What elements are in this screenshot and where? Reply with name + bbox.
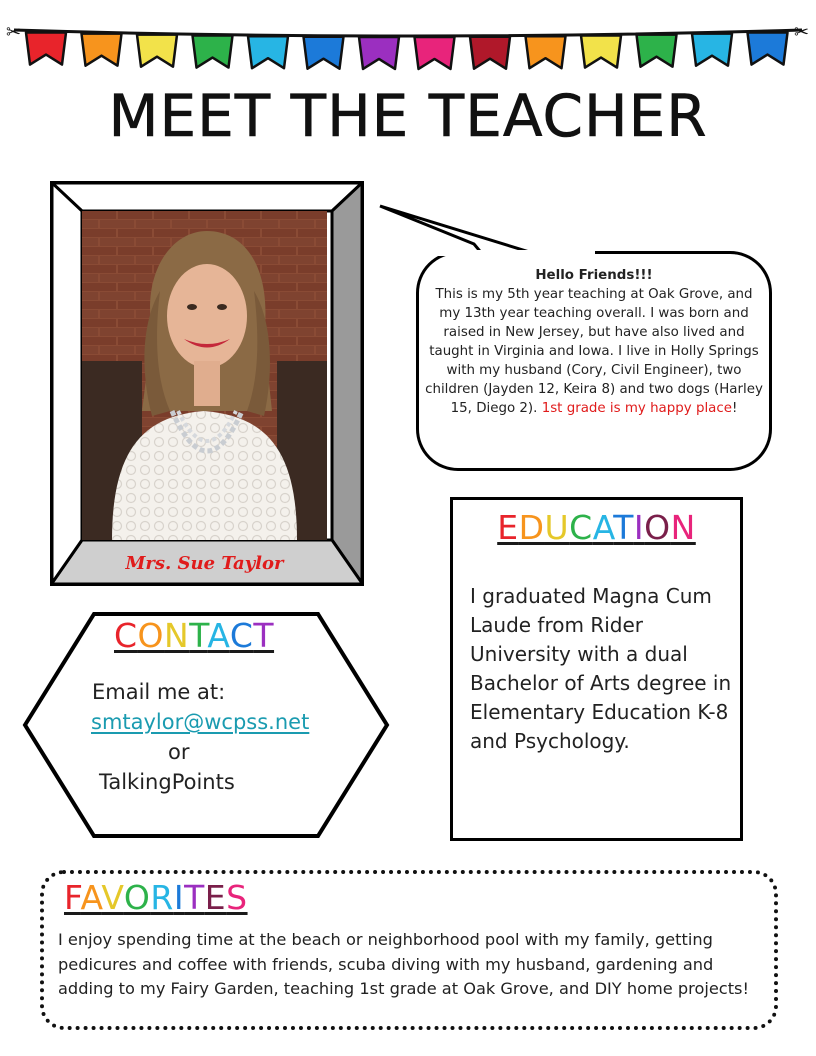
heading-letter: I — [633, 508, 645, 547]
heading-letter: I — [173, 878, 185, 917]
greeting: Hello Friends!!! — [535, 268, 653, 283]
heading-letter: C — [569, 508, 593, 547]
bunting-flag — [359, 37, 399, 69]
heading-letter: R — [150, 878, 174, 917]
bunting-flag — [415, 37, 455, 69]
contact-talkingpoints: TalkingPoints — [99, 770, 235, 794]
heading-letter: N — [670, 508, 696, 547]
heading-letter: E — [497, 508, 519, 547]
portrait-image — [82, 211, 327, 540]
heading-letter: O — [644, 508, 671, 547]
bunting-flag — [193, 36, 233, 68]
heading-letter: E — [204, 878, 227, 917]
bunting-rope — [14, 30, 802, 36]
bubble-tail-join — [435, 250, 595, 258]
heading-letter: T — [184, 878, 205, 917]
bunting-flag — [637, 35, 677, 67]
bio-end: ! — [731, 401, 738, 416]
heading-letter: V — [101, 878, 124, 917]
education-box — [450, 497, 743, 841]
bunting-flag — [26, 33, 66, 65]
heading-letter: N — [164, 616, 190, 655]
contact-title — [114, 616, 274, 655]
rope-knot-icon: ✂ — [6, 22, 22, 43]
heading-letter: T — [189, 616, 208, 655]
bunting-banner — [0, 0, 816, 80]
education-title — [453, 508, 740, 547]
favorites-title — [64, 878, 248, 917]
heading-letter: O — [123, 878, 151, 917]
bunting-flag — [304, 37, 344, 69]
bunting-flag — [526, 36, 566, 68]
heading-letter: A — [592, 508, 614, 547]
heading-letter: T — [253, 616, 275, 655]
bunting-flag — [692, 34, 732, 66]
teacher-name: Mrs. Sue Taylor — [125, 553, 284, 574]
bunting-flag — [748, 33, 788, 65]
favorites-text: I enjoy spending time at the beach or neighborhood pool with my family, getting pedicures and coffee with friends, scuba diving with my husband, gardening and adding to my Fairy Garden, teaching 1st grade at Oak Grove, and DIY home projects! — [58, 930, 749, 998]
email-link[interactable]: smtaylor@wcpss.net — [91, 710, 310, 734]
page-title: MEET THE TEACHER — [108, 82, 708, 150]
heading-letter: U — [544, 508, 570, 547]
bio-text: This is my 5th year teaching at Oak Grove, and my 13th year teaching overall. I was born and raised in New Jersey, but have also lived and taught in Virginia and Iowa. I live in Holly Springs with my husband (Cory, Civil Engineer), two children (Jayden 12, Keira 8) and two dogs (Harley 15, Diego 2). — [425, 287, 763, 416]
heading-letter: C — [114, 616, 138, 655]
contact-or: or — [168, 740, 190, 764]
bunting-flag — [82, 34, 122, 66]
heading-letter: T — [613, 508, 634, 547]
heading-letter: S — [226, 878, 248, 917]
rope-knot-icon: ✂ — [794, 22, 810, 43]
heading-letter: C — [229, 616, 254, 655]
contact-label: Email me at: — [92, 680, 226, 704]
bunting-flag — [248, 36, 288, 68]
bio-highlight: 1st grade is my happy place — [541, 401, 732, 416]
heading-letter: F — [64, 878, 81, 917]
heading-letter: A — [80, 878, 102, 917]
bunting-flag — [137, 35, 177, 67]
heading-letter: A — [207, 616, 230, 655]
heading-letter: O — [137, 616, 165, 655]
bunting-flag — [470, 37, 510, 69]
speech-bubble — [416, 251, 772, 471]
education-text: I graduated Magna Cum Laude from Rider University with a dual Bachelor of Arts degree in Elementary Education K-8 and Psychology. — [470, 584, 732, 753]
teacher-photo — [82, 211, 327, 540]
bunting-flag — [581, 36, 621, 68]
heading-letter: D — [518, 508, 545, 547]
